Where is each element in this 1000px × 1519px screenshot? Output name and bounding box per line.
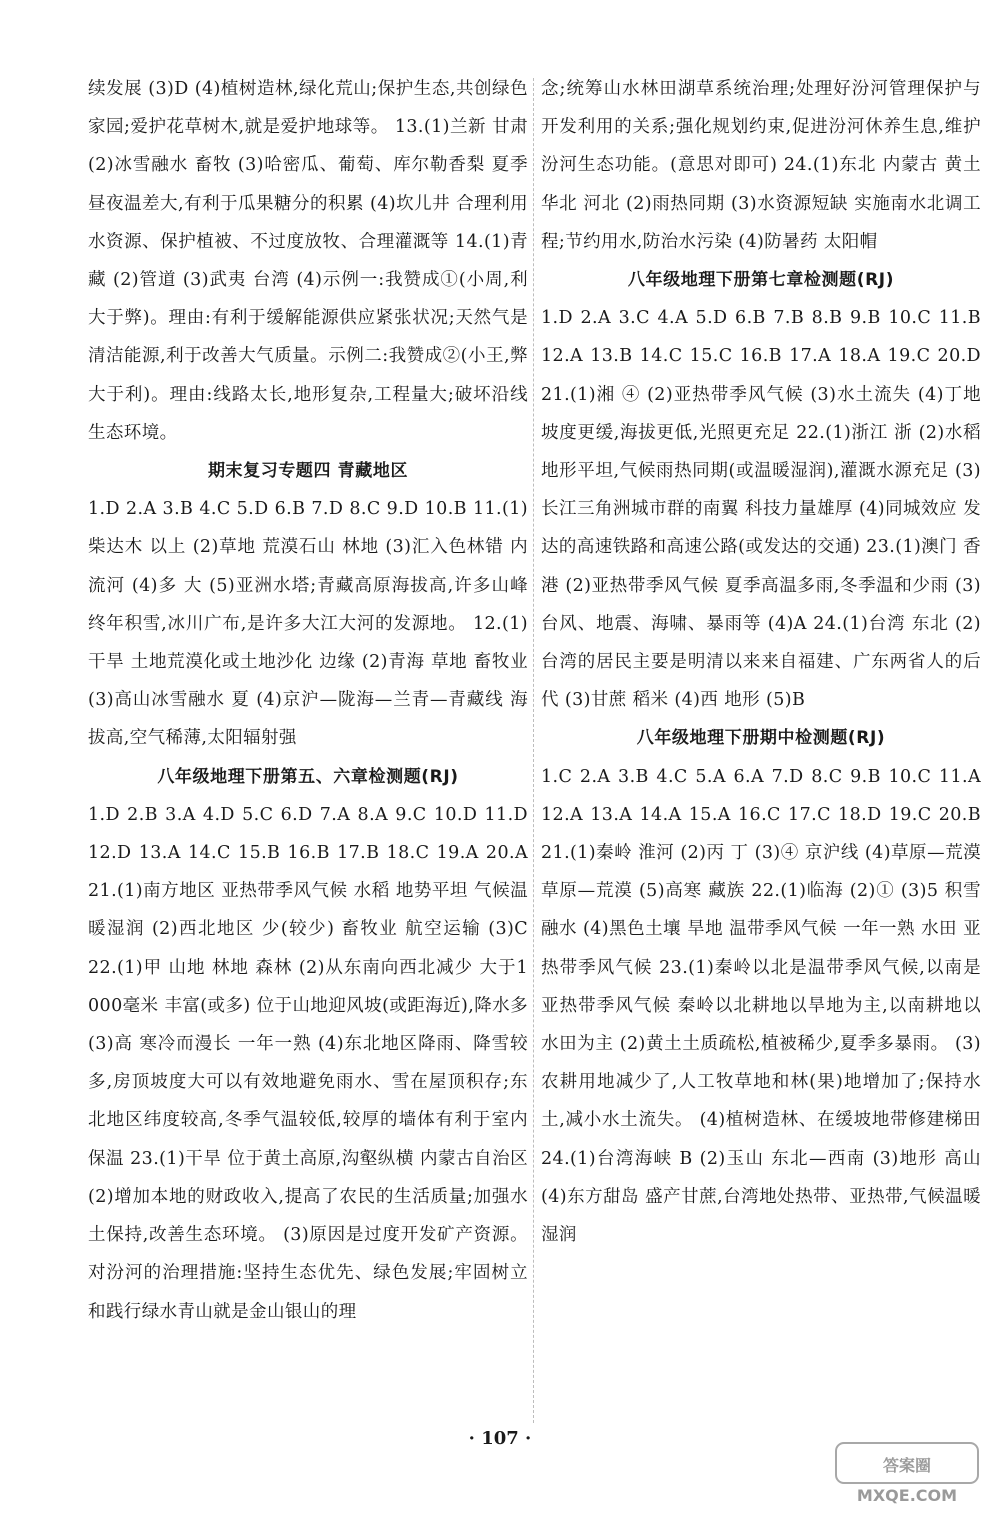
right-column [541, 70, 981, 1254]
page-number: · 107 · [468, 1428, 532, 1449]
answer-block: 续发展 (3)D (4)植树造林,绿化荒山;保护生态,共创绿色家园;爱护花草树木,就是爱护地球等。 13.(1)兰新 甘肃 (2)冰雪融水 畜牧 (3)哈密瓜、葡萄、库尔勒香梨 夏季昼夜温差大,有利于瓜果糖分的积累 (4)坎儿井 合理利用水资源、保护植被、不过度放牧、合理灌溉等 14.(1)青藏 (2)管道 (3)武夷 台湾 (4)示例一:我赞成①(小周,利大于弊)。理由:有利于缓解能源供应紧张状况;天然气是清洁能源,利于改善大气质量。示例二:我赞成②(小王,弊大于利)。理由:线路太长,地形复杂,工程量大;破坏沿线生态环境。 [88, 79, 528, 443]
section-heading: 八年级地理下册第七章检测题(RJ) [627, 270, 895, 291]
watermark-text: 答案圈 [882, 1456, 932, 1475]
answer-block: 1.D 2.A 3.C 4.A 5.D 6.B 7.B 8.B 9.B 10.C 11.B 12.A 13.B 14.C 15.C 16.B 17.A 18.A 19.C 20.D 21.(1)湘 ④ (2)亚热带季风气候 (3)水土流失 (4)丁地 坡度更缓,海拔更低,光照更充足 22.(1)浙江 浙 (2)水稻 地形平坦,气候雨热同期(或温暖湿润),灌溉水源充足 (3)长江三角洲城市群的南翼 科技力量雄厚 (4)同城效应 发达的高速铁路和高速公路(或发达的交通) 23.(1)澳门 香港 (2)亚热带季风气候 夏季高温多雨,冬季温和少雨 (3)台风、地震、海啸、暴雨等 (4)A 24.(1)台湾 东北 (2)台湾的居民主要是明清以来来自福建、广东两省人的后代 (3)甘蔗 稻米 (4)西 地形 (5)B [541, 308, 981, 711]
answer-block: 1.D 2.B 3.A 4.D 5.C 6.D 7.A 8.A 9.C 10.D 11.D 12.D 13.A 14.C 15.B 16.B 17.B 18.C 19.A 20.A 21.(1)南方地区 亚热带季风气候 水稻 地势平坦 气候温暖湿润 (2)西北地区 少(较少) 畜牧业 航空运输 (3)C 22.(1)甲 山地 林地 森林 (2)从东南向西北减少 大于1 000毫米 丰富(或多) 位于山地迎风坡(或距海近),降水多 (3)高 寒冷而漫长 一年一熟 (4)东北地区降雨、降雪较多,房顶坡度大可以有效地避免雨水、雪在屋顶积存;东北地区纬度较高,冬季气温较低,较厚的墙体有利于室内保温 23.(1)干旱 位于黄土高原,沟壑纵横 内蒙古自治区 (2)增加本地的财政收入,提高了农民的生活质量;加强水土保持,改善生态环境。 (3)原因是过度开发矿产资源。对汾河的治理措施:坚持生态优先、绿色发展;牢固树立和践行绿水青山就是金山银山的理 [88, 804, 528, 1322]
section-heading: 八年级地理下册第五、六章检测题(RJ) [157, 766, 459, 787]
left-column [88, 70, 528, 1331]
answer-block: 念;统筹山水林田湖草系统治理;处理好汾河管理保护与开发利用的关系;强化规划约束,促进汾河休养生息,维护汾河生态功能。(意思对即可) 24.(1)东北 内蒙古 黄土 华北 河北 (2)雨热同期 (3)水资源短缺 实施南水北调工程;节约用水,防治水污染 (4)防暑药 太阳帽 [541, 79, 981, 252]
column-divider [533, 78, 534, 1423]
answer-block: 1.C 2.A 3.B 4.C 5.A 6.A 7.D 8.C 9.B 10.C 11.A 12.A 13.A 14.A 15.A 16.C 17.C 18.D 19.C 20.B 21.(1)秦岭 淮河 (2)丙 丁 (3)④ 京沪线 (4)草原—荒漠草原—荒漠 (5)高寒 藏族 22.(1)临海 (2)① (3)5 积雪融水 (4)黑色土壤 旱地 温带季风气候 一年一熟 水田 亚热带季风气候 23.(1)秦岭以北是温带季风气候,以南是亚热带季风气候 秦岭以北耕地以旱地为主,以南耕地以水田为主 (2)黄土土质疏松,植被稀少,夏季多暴雨。 (3)农耕用地减少了,人工牧草地和林(果)地增加了;保持水土,减小水土流失。 (4)植树造林、在缓坡地带修建梯田 24.(1)台湾海峡 B (2)玉山 东北—西南 (3)地形 高山 (4)东方甜岛 盛产甘蔗,台湾地处热带、亚热带,气候温暖湿润 [541, 766, 981, 1246]
watermark-logo [832, 1439, 982, 1509]
section-heading: 期末复习专题四 青藏地区 [207, 461, 409, 482]
watermark-url: MXQE.COM [856, 1486, 958, 1505]
section-heading: 八年级地理下册期中检测题(RJ) [636, 728, 886, 749]
answer-block: 1.D 2.A 3.B 4.C 5.D 6.B 7.D 8.C 9.D 10.B 11.(1)柴达木 以上 (2)草地 荒漠石山 林地 (3)汇入色林错 内流河 (4)多 大 (5)亚洲水塔;青藏高原海拔高,许多山峰终年积雪,冰川广布,是许多大江大河的发源地。 12.(1)干旱 土地荒漠化或土地沙化 边缘 (2)青海 草地 畜牧业 (3)高山冰雪融水 夏 (4)京沪—陇海—兰青—青藏线 海拔高,空气稀薄,太阳辐射强 [88, 499, 528, 749]
